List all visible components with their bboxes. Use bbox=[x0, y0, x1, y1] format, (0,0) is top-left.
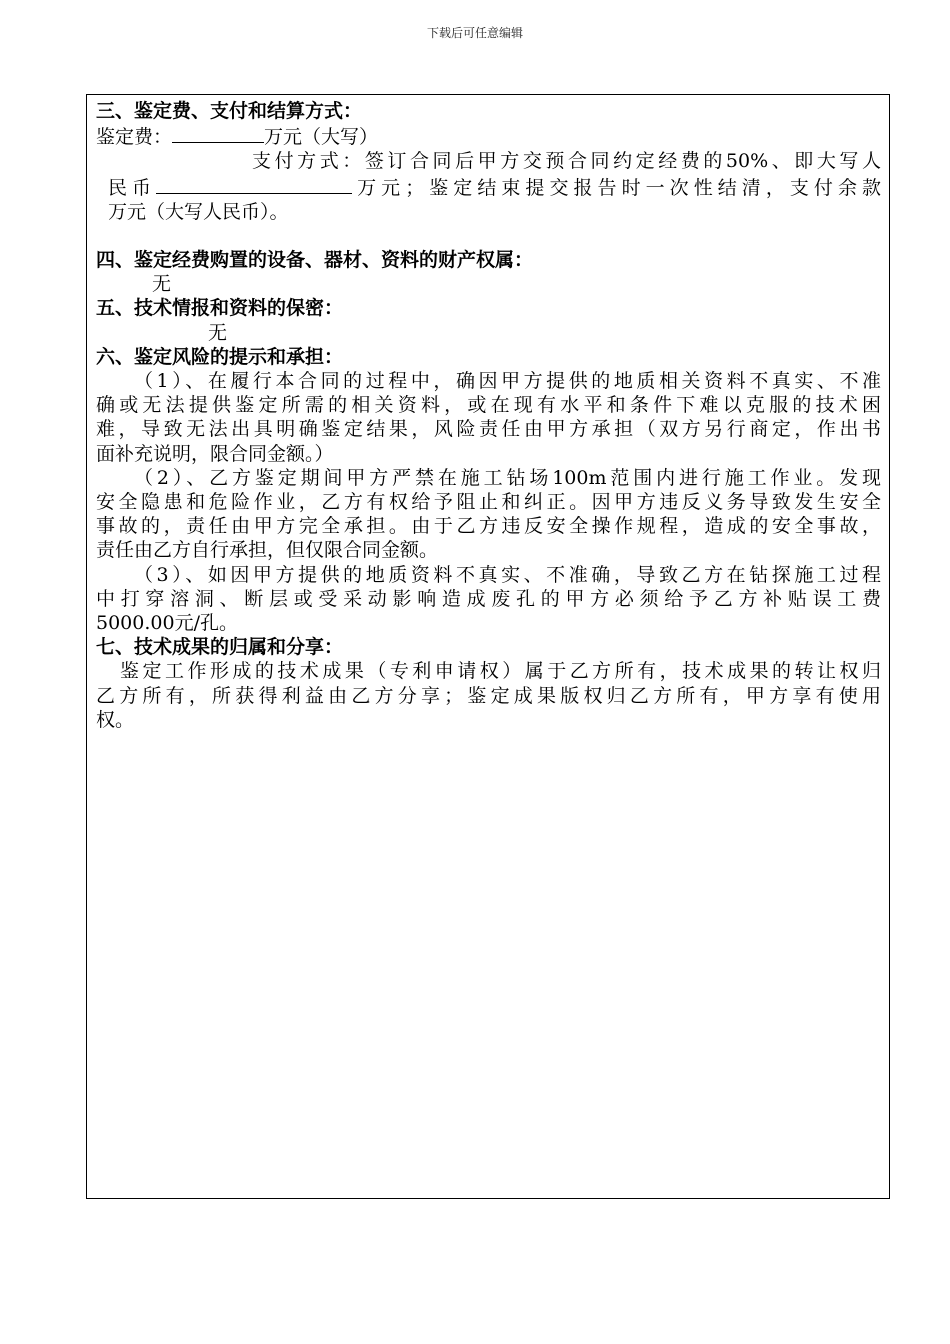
risk-p2-line: （2）、乙方鉴定期间甲方严禁在施工钻场100m范围内进行施工作业。发现 bbox=[134, 466, 881, 489]
risk-p1-line: 难，导致无法出具明确鉴定结果，风险责任由甲方承担（双方另行商定，作出书 bbox=[96, 418, 881, 441]
risk-p1-line: （1）、在履行本合同的过程中，确因甲方提供的地质相关资料不真实、不准 bbox=[134, 370, 881, 393]
section4-value: 无 bbox=[152, 273, 172, 296]
payment-line-1: 支付方式：签订合同后甲方交预合同约定经费的50%、即大写人 bbox=[252, 150, 881, 173]
section3-heading: 三、鉴定费、支付和结算方式： bbox=[96, 100, 363, 122]
risk-p3-line: 5000.00元/孔。 bbox=[96, 612, 238, 635]
ownership-line: 权。 bbox=[96, 708, 135, 731]
section7-heading: 七、技术成果的归属和分享： bbox=[96, 636, 344, 659]
page-header: 下载后可任意编辑 bbox=[426, 26, 523, 40]
fee-blank[interactable] bbox=[172, 123, 264, 143]
payment-line-2b: 万元；鉴定结束提交报告时一次性结清，支付余款 bbox=[352, 176, 881, 199]
risk-p1-line: 确或无法提供鉴定所需的相关资料，或在现有水平和条件下难以克服的技术困 bbox=[96, 394, 881, 417]
risk-p2-line: 责任由乙方自行承担，但仅限合同金额。 bbox=[96, 539, 439, 562]
risk-p3-line: （3）、如因甲方提供的地质资料不真实、不准确，导致乙方在钻探施工过程 bbox=[134, 563, 881, 586]
risk-p1-line: 面补充说明，限合同金额。） bbox=[96, 442, 334, 465]
section5-heading: 五、技术情报和资料的保密： bbox=[96, 297, 344, 320]
contract-body bbox=[86, 94, 890, 1199]
ownership-line: 乙方所有，所获得利益由乙方分享；鉴定成果版权归乙方所有，甲方享有使用 bbox=[96, 684, 881, 707]
section5-value: 无 bbox=[208, 321, 228, 344]
risk-p2-line: 安全隐患和危险作业，乙方有权给予阻止和纠正。因甲方违反义务导致发生安全 bbox=[96, 491, 881, 514]
section4-heading: 四、鉴定经费购置的设备、器材、资料的财产权属： bbox=[96, 249, 534, 272]
risk-p2-line: 事故的，责任由甲方完全承担。由于乙方违反安全操作规程，造成的安全事故， bbox=[96, 515, 881, 538]
ownership-line: 鉴定工作形成的技术成果（专利申请权）属于乙方所有，技术成果的转让权归 bbox=[120, 660, 881, 683]
section6-heading: 六、鉴定风险的提示和承担： bbox=[96, 345, 344, 368]
payment-amount-blank[interactable] bbox=[156, 174, 352, 194]
fee-unit: 万元（大写） bbox=[264, 126, 379, 149]
risk-p3-line: 中打穿溶洞、断层或受采动影响造成废孔的甲方必须给予乙方补贴误工费 bbox=[96, 587, 881, 610]
fee-label: 鉴定费： bbox=[96, 126, 173, 149]
spacer bbox=[96, 224, 881, 248]
fee-line bbox=[96, 123, 881, 149]
payment-line-2a: 民币 bbox=[108, 176, 157, 199]
payment-line-3: 万元（大写人民币）。 bbox=[108, 200, 289, 223]
payment-line-2 bbox=[96, 174, 881, 200]
